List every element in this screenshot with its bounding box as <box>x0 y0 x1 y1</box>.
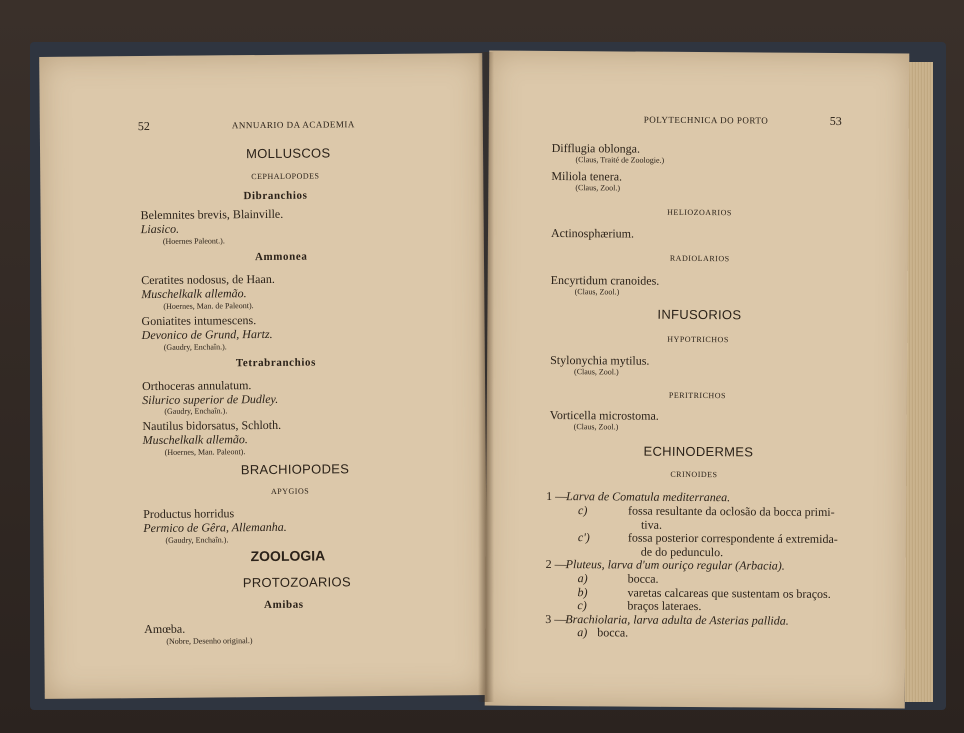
subheading-hypotrichos: HYPOTRICHOS <box>667 334 729 345</box>
class-tetrabranchios: Tetrabranchios <box>235 356 317 370</box>
heading-zoologia: ZOOLOGIA <box>250 547 326 565</box>
species-vorticella: Vorticella microstoma. <box>549 407 659 423</box>
locality-permico: Permico de Gêra, Allemanha. <box>143 519 287 536</box>
citation: (Hoernes, Man. Paleont). <box>164 447 246 457</box>
item-number: 3 — <box>545 611 567 627</box>
heading-molluscos: MOLLUSCOS <box>245 145 331 162</box>
item-label: c) <box>578 503 588 518</box>
item-number: 2 — <box>545 556 567 572</box>
right-page <box>485 51 910 709</box>
citation: (Gaudry, Enchaîn.). <box>163 342 227 352</box>
item-desc: fossa resultante da oclosão da bocca primi- <box>628 503 835 519</box>
locality-silurico: Silurico superior de Dudley. <box>142 391 279 408</box>
class-ammonea: Ammonea <box>254 250 308 264</box>
heading-echinodermes: ECHINODERMES <box>643 443 754 460</box>
heading-infusorios: INFUSORIOS <box>657 306 742 323</box>
heading-brachiopodes: BRACHIOPODES <box>240 461 350 478</box>
item-desc: fossa posterior correspondente á extremida- <box>627 530 838 546</box>
species-goniatites: Goniatites intumescens. <box>141 313 257 329</box>
item-label: a) <box>577 625 588 640</box>
citation: (Hoernes, Man. de Paleont). <box>163 301 254 311</box>
citation: (Claus, Zool.) <box>574 367 619 377</box>
species-encyrtidum: Encyrtidum cranoides. <box>550 272 660 288</box>
subheading-peritrichos: PERITRICHOS <box>668 390 726 401</box>
left-page <box>39 53 488 699</box>
species-actinosphaerium: Actinosphærium. <box>550 225 635 241</box>
page-edges <box>905 62 933 702</box>
class-amibas: Amibas <box>263 598 304 612</box>
subheading-radiolarios: RADIOLARIOS <box>669 253 730 264</box>
locality-liasico: Liasico. <box>140 221 180 237</box>
citation: (Claus, Zool.) <box>574 287 620 297</box>
species-orthoceras: Orthoceras annulatum. <box>142 378 252 394</box>
item-text: Pluteus, larva d'um ouriço regular (Arbacia). <box>565 557 785 573</box>
item-desc: braços lateraes. <box>627 598 702 614</box>
item-text: Brachiolaria, larva adulta de Asterias pallida. <box>565 612 789 628</box>
citation: (Claus, Zool.) <box>573 422 619 432</box>
species-ceratites: Ceratites nodosus, de Haan. <box>141 271 275 288</box>
page-number: 53 <box>829 113 842 129</box>
item-label: a) <box>577 571 588 586</box>
subheading-heliozoarios: HELIOZOARIOS <box>667 207 732 218</box>
species-amoeba: Amœba. <box>144 621 186 637</box>
locality-muschelkalk: Muschelkalk allemão. <box>142 432 248 448</box>
subheading-crinoides: CRINOIDES <box>670 469 718 480</box>
item-label: c) <box>577 598 587 613</box>
species-belemnites: Belemnites brevis, Blainville. <box>140 206 284 223</box>
subheading-cephalopodes: CEPHALOPODES <box>251 171 320 182</box>
citation: (Gaudry, Enchaîn.). <box>164 406 228 416</box>
species-nautilus: Nautilus bidorsatus, Schloth. <box>142 417 282 434</box>
running-head: POLYTECHNICA DO PORTO <box>643 114 769 126</box>
citation: (Claus, Traité de Zoologie.) <box>575 155 665 165</box>
item-text: Larva de Comatula mediterranea. <box>566 489 731 505</box>
item-desc: varetas calcareas que sustentam os braços. <box>627 585 831 601</box>
item-number: 1 — <box>546 488 568 504</box>
species-productus: Productus horridus <box>143 506 235 522</box>
item-desc-cont: de do pedunculo. <box>640 544 724 560</box>
species-miliola: Miliola tenera. <box>551 168 623 184</box>
page-number: 52 <box>137 118 150 134</box>
subheading-apygios: APYGIOS <box>270 486 310 496</box>
running-head: ANNUARIO DA ACADEMIA <box>231 119 355 131</box>
citation: (Nobre, Desenho original.) <box>166 636 253 646</box>
citation: (Hoernes Paleont.). <box>162 236 225 246</box>
heading-protozoarios: PROTOZOARIOS <box>242 574 351 591</box>
species-stylonychia: Stylonychia mytilus. <box>550 352 650 368</box>
item-desc: bocca. <box>597 625 629 640</box>
citation: (Gaudry, Enchaîn.). <box>165 535 229 545</box>
item-desc: bocca. <box>627 571 659 586</box>
locality-devonico: Devonico de Grund, Hartz. <box>141 326 273 343</box>
species-difflugia: Difflugia oblonga. <box>551 140 641 156</box>
class-dibranchios: Dibranchios <box>243 189 308 203</box>
locality-muschelkalk: Muschelkalk allemão. <box>141 286 247 302</box>
citation: (Claus, Zool.) <box>575 183 621 193</box>
item-label: c') <box>577 530 590 545</box>
book-gutter <box>478 52 494 702</box>
item-desc-cont: tiva. <box>640 517 663 532</box>
item-label: b) <box>577 585 588 600</box>
